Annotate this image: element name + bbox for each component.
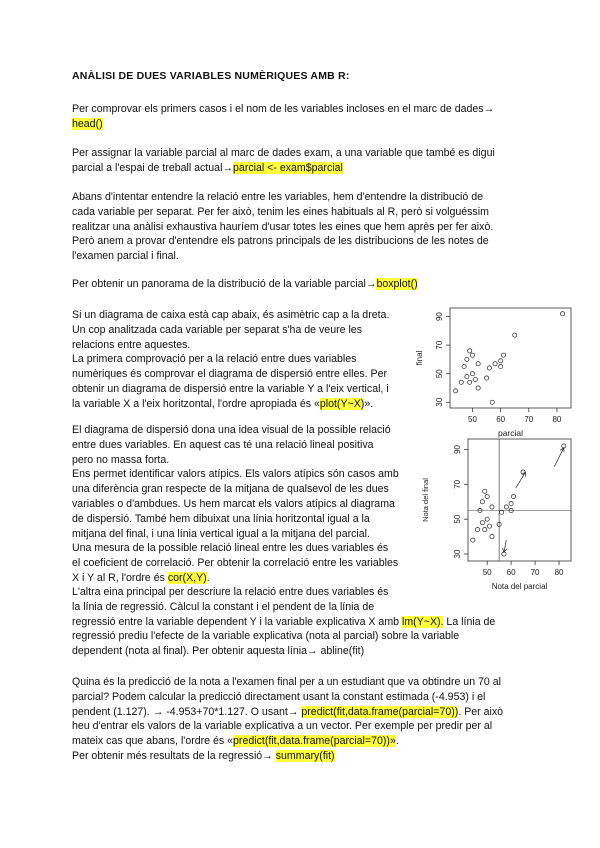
data-point bbox=[468, 380, 472, 384]
text: ». bbox=[364, 397, 374, 410]
y-tick-label: 50 bbox=[453, 514, 462, 524]
text: dependent (nota al final). Per obtenir aquesta línia→ abline(fit) bbox=[72, 645, 365, 658]
data-point bbox=[483, 528, 487, 532]
x-tick-label: 60 bbox=[506, 568, 516, 577]
scatter-plot-outliers bbox=[414, 433, 574, 603]
text: Ens permet identificar valors atípics. Els valors atípics són casos amb bbox=[72, 468, 399, 481]
data-point bbox=[499, 364, 503, 368]
text: variables o d'ambdues. Us hem marcat els valors atípics al diagrama bbox=[72, 497, 395, 510]
data-point bbox=[480, 500, 484, 504]
y-tick-label: 90 bbox=[453, 445, 462, 454]
data-point bbox=[475, 528, 479, 532]
data-point bbox=[470, 372, 474, 376]
x-axis-label: parcial bbox=[497, 428, 524, 438]
x-tick-label: 80 bbox=[552, 415, 562, 424]
data-point bbox=[485, 494, 489, 498]
paragraph-scatter bbox=[72, 308, 389, 412]
text: La línia de bbox=[443, 615, 496, 628]
text: Per comprovar els primers casos i el nom de les variables incloses en el marc de dades→ bbox=[72, 103, 495, 115]
outlier-arrow bbox=[516, 472, 526, 488]
data-point bbox=[468, 349, 472, 353]
code-highlight: parcial <- exam$parcial bbox=[233, 161, 343, 174]
text: Per obtenir un panorama de la distribució de la variable parcial→ bbox=[72, 278, 377, 290]
code-highlight: predict(fit,data.frame(parcial=70)) bbox=[301, 705, 459, 718]
text: Quina és la predicció de la nota a l'examen final per a un estudiant que va obtindre un 70 al bbox=[72, 676, 502, 688]
text: . bbox=[206, 571, 210, 584]
text: heu d'entrar els valors de la variable explicativa a un vector. Per exemple per predir per al bbox=[72, 720, 493, 733]
scatter-plot-svg bbox=[414, 433, 574, 603]
y-tick-label: 70 bbox=[453, 479, 462, 489]
data-point bbox=[501, 353, 505, 357]
paragraph-boxplot bbox=[72, 277, 418, 292]
text: regressió entre la variable dependent Y i la variable explicativa X amb bbox=[72, 615, 402, 628]
y-tick-label: 30 bbox=[435, 397, 444, 407]
code-highlight: plot(Y~X) bbox=[319, 397, 365, 410]
paragraph-assign bbox=[72, 146, 495, 176]
text: obtenir un diagrama de dispersió entre la variable Y a l'eix vertical, i bbox=[72, 382, 389, 395]
data-point bbox=[462, 364, 466, 368]
text: una diferència gran respecte de la mitjana de qualsevol de les dues bbox=[72, 483, 389, 496]
text: pendent (1.127). → -4.953+70*1.127. O usant→ bbox=[72, 705, 302, 718]
y-axis-label: final bbox=[415, 350, 424, 366]
y-tick-label: 70 bbox=[435, 340, 444, 350]
data-point bbox=[465, 374, 469, 378]
data-point bbox=[454, 389, 458, 393]
text: X i Y al R, l'ordre és bbox=[72, 571, 168, 584]
text: realitzar una anàlisi exhaustiva hauríem d'usar totes les eines que hem après per fer això. bbox=[72, 220, 494, 233]
text: la línia de regressió. Càlcul la constant i el pendent de la línia de bbox=[72, 600, 375, 613]
text: Si un diagrama de caixa està cap abaix, és asimètric cap a la dreta. bbox=[72, 309, 390, 321]
paragraph-distribution bbox=[72, 190, 493, 264]
paragraph-head bbox=[72, 102, 494, 132]
text: cada variable per separat. Per fer això, tenim les eines habituals al R, però si volguéssim bbox=[72, 205, 489, 218]
data-point bbox=[504, 505, 508, 509]
code-highlight: boxplot() bbox=[376, 278, 418, 290]
x-tick-label: 50 bbox=[468, 415, 477, 424]
data-point bbox=[490, 505, 494, 509]
data-point bbox=[509, 501, 513, 505]
scatter-plot-svg bbox=[414, 300, 574, 452]
data-point bbox=[513, 333, 517, 337]
text: parcial? Podem calcular la predicció directament usant la constant estimada (-4.953) i el bbox=[72, 690, 486, 703]
data-point bbox=[499, 359, 503, 363]
outlier-arrow bbox=[554, 448, 564, 467]
data-point bbox=[487, 366, 491, 370]
data-point bbox=[485, 517, 489, 521]
y-axis-label: Nota del final bbox=[421, 478, 430, 522]
text: El diagrama de dispersió dona una idea visual de la possible relació bbox=[72, 424, 391, 436]
scatter-plot-parcial-final bbox=[414, 300, 574, 452]
text: entre dues variables. En aquest cas té una relació lineal positiva bbox=[72, 438, 374, 451]
code-highlight: predict(fit,data.frame(parcial=70))» bbox=[233, 735, 396, 748]
text: l'examen parcial i final. bbox=[72, 250, 179, 263]
data-point bbox=[484, 376, 488, 380]
text: de dispersió. També hem dibuixat una línia horitzontal igual a la bbox=[72, 512, 370, 525]
text: Un cop analitzada cada variable per separat s'ha de veure les bbox=[72, 323, 362, 336]
data-point bbox=[560, 312, 564, 316]
x-tick-label: 60 bbox=[496, 415, 506, 424]
text: Abans d'intentar entendre la relació entre les variables, hem d'entendre la distribució de bbox=[72, 191, 483, 203]
data-point bbox=[511, 494, 515, 498]
data-point bbox=[473, 377, 477, 381]
paragraph-prediction bbox=[72, 675, 503, 764]
text: La primera comprovació per a la relació entre dues variables bbox=[72, 353, 357, 366]
data-point bbox=[480, 521, 484, 525]
text: L'altra eina principal per descriure la relació entre dues variables és bbox=[72, 586, 389, 598]
text: numèriques és comprovar el diagrama de dispersió entre elles. Per bbox=[72, 368, 388, 381]
text: Una mesura de la possible relació lineal entre les dues variables és bbox=[72, 542, 389, 555]
x-tick-label: 70 bbox=[530, 568, 540, 577]
y-tick-label: 50 bbox=[435, 369, 444, 379]
text: mitjana del final, i una línia vertical igual a la mitjana del parcial. bbox=[72, 527, 370, 540]
text: la variable X a l'eix horitzontal, l'ordre apropiada és « bbox=[72, 397, 320, 410]
text: el coeficient de correlació. Per obtenir la correlació entre les variables bbox=[72, 557, 399, 570]
paragraph-outliers bbox=[72, 423, 399, 586]
x-axis-label: Nota del parcial bbox=[491, 582, 548, 591]
text: Per assignar la variable parcial al marc de dades exam, a una variable que també es digui bbox=[72, 147, 495, 159]
data-point bbox=[490, 400, 494, 404]
data-point bbox=[487, 524, 491, 528]
text: pero no massa forta. bbox=[72, 453, 170, 466]
text: mateix cas que abans, l'ordre és « bbox=[72, 735, 234, 748]
data-point bbox=[476, 362, 480, 366]
code-highlight: lm(Y~X). bbox=[401, 615, 444, 628]
code-highlight: summary(fit) bbox=[275, 749, 335, 762]
data-point bbox=[471, 538, 475, 542]
data-point bbox=[470, 353, 474, 357]
data-point bbox=[493, 362, 497, 366]
data-point bbox=[476, 386, 480, 390]
data-point bbox=[459, 380, 463, 384]
text: Però anem a provar d'entendre els patrons principals de les distribucions de les notes de bbox=[72, 235, 489, 248]
x-tick-label: 80 bbox=[554, 568, 564, 577]
x-tick-label: 50 bbox=[482, 568, 492, 577]
data-point bbox=[483, 489, 487, 493]
text: Per obtenir més resultats de la regressió→ bbox=[72, 749, 276, 762]
code-highlight: head() bbox=[72, 117, 103, 130]
data-point bbox=[490, 535, 494, 539]
text: . bbox=[395, 735, 399, 748]
text: regressió prediu l'efecte de la variable explicativa (nota al parcial) sobre la variable bbox=[72, 630, 460, 643]
x-tick-label: 70 bbox=[524, 415, 534, 424]
data-point bbox=[465, 357, 469, 361]
y-tick-label: 90 bbox=[435, 312, 444, 322]
code-highlight: cor(X,Y) bbox=[167, 571, 207, 584]
text: . Per això bbox=[458, 705, 504, 718]
y-tick-label: 30 bbox=[453, 549, 462, 559]
text: relacions entre aquestes. bbox=[72, 338, 191, 351]
document-title: ANÀLISI DE DUES VARIABLES NUMÈRIQUES AMB R: bbox=[72, 70, 350, 82]
text: parcial a l'espai de treball actual→ bbox=[72, 161, 234, 174]
